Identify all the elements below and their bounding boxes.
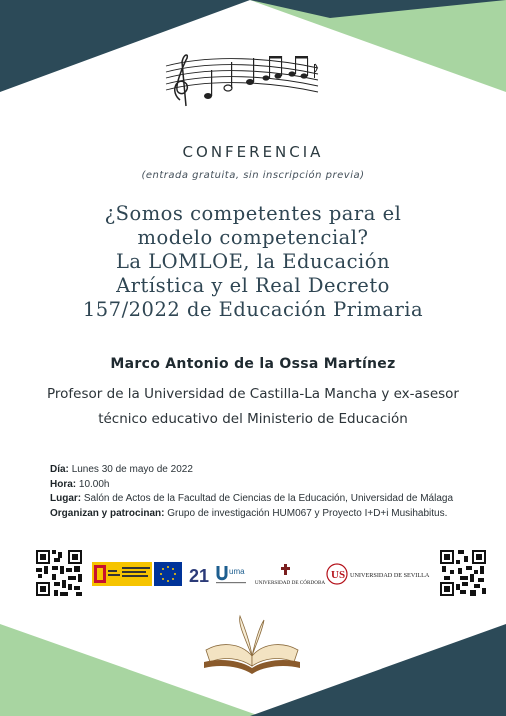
talk-title bbox=[40, 202, 466, 322]
detail-date bbox=[50, 463, 490, 478]
detail-value: Lunes 30 de mayo de 2022 bbox=[71, 464, 193, 475]
detail-value: 10.00h bbox=[78, 478, 110, 490]
uma-logo bbox=[214, 562, 250, 586]
detail-value: Grupo de investigación HUM067 y Proyecto I+D+i Musihabitus. bbox=[167, 507, 448, 519]
speaker-role bbox=[30, 382, 476, 432]
detail-label: Día: bbox=[50, 464, 69, 475]
open-book-icon bbox=[200, 612, 304, 674]
detail-organizers bbox=[50, 507, 490, 522]
detail-place bbox=[50, 492, 490, 507]
event-details bbox=[50, 463, 490, 521]
speaker-role-line: Profesor de la Universidad de Castilla-La Mancha y ex-asesor bbox=[47, 386, 459, 402]
talk-title-line: 157/2022 de Educación Primaria bbox=[82, 298, 424, 321]
university-21-logo bbox=[188, 562, 210, 586]
svg-text:UNIVERSIDAD DE CÓRDOBA: UNIVERSIDAD DE CÓRDOBA bbox=[254, 580, 326, 586]
qr-code-icon[interactable] bbox=[440, 550, 486, 596]
detail-value: Salón de Actos de la Facultad de Ciencias de la Educación, Universidad de Málaga bbox=[83, 493, 454, 504]
detail-label: Hora: bbox=[50, 478, 77, 490]
svg-text:US: US bbox=[331, 569, 346, 581]
talk-title-line: modelo competencial? bbox=[137, 226, 369, 249]
talk-title-line: Artística y el Real Decreto bbox=[116, 274, 390, 297]
ministry-logo bbox=[92, 562, 184, 586]
talk-title-line: La LOMLOE, la Educación bbox=[115, 250, 391, 273]
svg-text:uma: uma bbox=[229, 567, 245, 576]
cordoba-logo bbox=[254, 562, 326, 586]
talk-title-line: ¿Somos competentes para el bbox=[104, 202, 402, 225]
detail-label: Organizan y patrocinan: bbox=[50, 507, 165, 519]
speaker-name: Marco Antonio de la Ossa Martínez bbox=[110, 356, 396, 372]
svg-text:21: 21 bbox=[189, 566, 210, 586]
entry-note: (entrada gratuita, sin inscripción previa) bbox=[141, 170, 365, 181]
music-staff-icon bbox=[162, 48, 322, 112]
speaker-role-line: técnico educativo del Ministerio de Educación bbox=[98, 411, 408, 427]
detail-label: Lugar: bbox=[50, 493, 82, 504]
detail-time bbox=[50, 478, 490, 493]
svg-text:UNIVERSIDAD DE SEVILLA: UNIVERSIDAD DE SEVILLA bbox=[350, 572, 430, 579]
sponsor-logos bbox=[0, 550, 506, 600]
event-type-heading: CONFERENCIA bbox=[182, 143, 324, 161]
qr-code-icon[interactable] bbox=[36, 550, 82, 596]
sevilla-logo bbox=[326, 562, 430, 586]
